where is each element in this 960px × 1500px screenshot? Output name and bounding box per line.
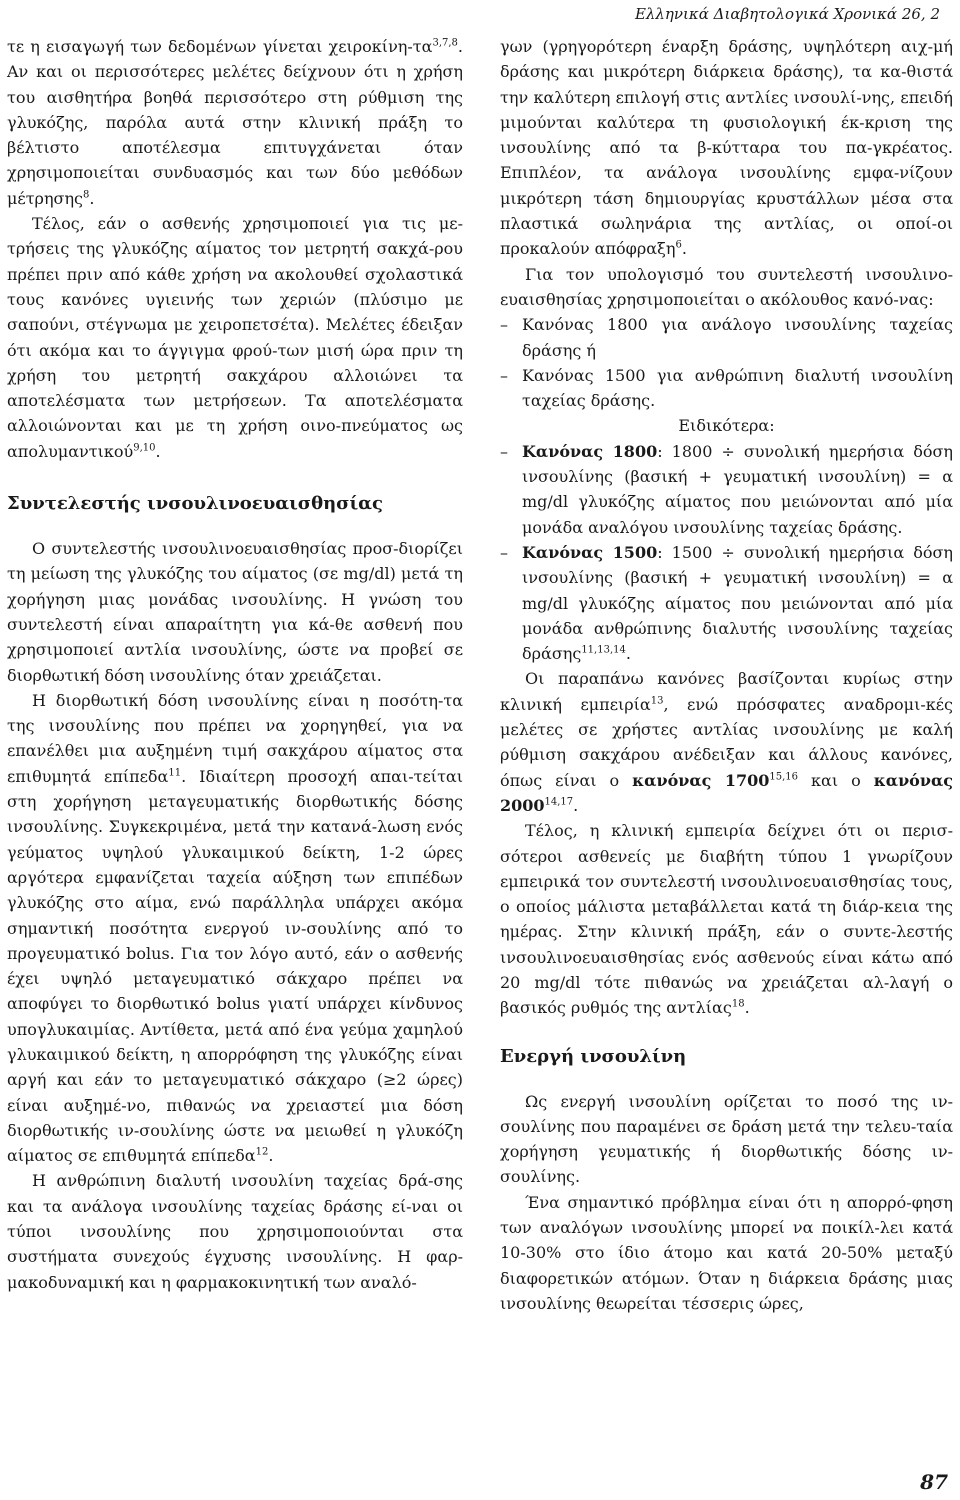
paragraph: Οι παραπάνω κανόνες βασίζονται κυρίως στην κλινική εμπειρία$^{13}$, ενώ πρόσφατες αναδρομι-κές μελέτες σε χρήστες αντλίας ινσουλίνης με καλή ρύθμιση σακχάρου ανέδειξαν και άλλους κανόνες, όπως είναι ο κανόνας 1700$^{15,16}$ και ο κανόνας 2000$^{14,17}$. <box>500 669 953 815</box>
citation: 14,17 <box>544 796 574 808</box>
rule-detail-list <box>500 439 953 667</box>
list-item: – Κανόνας 1500: 1500 ÷ συνολική ημερήσια δόση ινσουλίνης (βασική + γευματική ινσουλίνη) = α mg/dl γλυκόζης αίματος που μειώνονται από μία μονάδα ανθρώπινης διαλυτής ινσουλίνης ταχείας δράσης$^{11,13,14}$. <box>500 542 954 664</box>
left-column <box>7 34 463 1295</box>
right-column <box>500 34 953 1316</box>
rule-list <box>500 312 953 413</box>
list-item: – Κανόνας 1800: 1800 ÷ συνολική ημερήσια δόση ινσουλίνης (βασική + γευματική ινσουλίνη) = α mg/dl γλυκόζης αίματος που μειώνονται από μία μονάδα αναλόγου ινσουλίνης ταχείας δράσης. <box>500 441 954 537</box>
citation: 18 <box>731 998 745 1010</box>
list-item: – Κανόνας 1800 για ανάλογο ινσουλίνης ταχείας δράσης ή <box>500 315 953 360</box>
journal-running-head: Ελληνικά Διαβητολογικά Χρονικά 26, 2 <box>634 5 940 23</box>
citation: 9,10 <box>133 442 156 454</box>
paragraph: Τέλος, εάν ο ασθενής χρησιμοποιεί για τις με-τρήσεις της γλυκόζης αίματος τον μετρητή σακχά-ρου πρέπει πριν από κάθε χρήση να ακολουθεί σχολαστικά τους κανόνες υγιεινής των χεριών (πλύσιμο με σαπούνι, στέγνωμα με χειροπετσέτα). Μελέτες έδειξαν ότι ακόμα και το άγγιγμα φρού-των μισή ώρα πριν τη χρήση του μετρητή σακχάρου αλλοιώνει τα αποτελέσματα των μετρήσεων. Τα αποτελέσματα αλλοιώνονται και με τη χρήση οινο-πνεύματος ως απολυμαντικού$^{9,10}$. <box>7 214 463 461</box>
section-heading-sensitivity-factor: Συντελεστής ινσουλινοευαισθησίας <box>7 493 383 515</box>
paragraph: Τέλος, η κλινική εμπειρία δείχνει ότι οι περισ-σότεροι ασθενείς με διαβήτη τύπου 1 γνωρίζουν εμπειρικά τον συντελεστή ινσουλινοευαισθησίας τους, ο οποίος μάλιστα μεταβάλλεται κατά τη διάρ-κεια της ημέρας. Στην κλινική πράξη, εάν ο συντε-λεστής ινσουλινοευαισθησίας ενός ασθενούς είναι κάτω από 20 mg/dl τότε πιθανώς να χρειάζεται αλ-λαγή ο βασικός ρυθμός της αντλίας$^{18}$. <box>500 821 953 1018</box>
citation: 8 <box>83 189 90 201</box>
citation: 15,16 <box>769 771 799 783</box>
paragraph: Για τον υπολογισμό του συντελεστή ινσουλινο-ευαισθησίας χρησιμοποιείται ο ακόλουθος κανό-νας: <box>500 264 953 309</box>
rule-label: Κανόνας 1800 <box>522 441 658 461</box>
paragraph: Ως ενεργή ινσουλίνη ορίζεται το ποσό της ιν-σουλίνης που παραμένει σε δράση μετά την τελευ-ταία χορήγηση γευματικής ή διορθωτικής δόσης ιν-σουλίνης. <box>500 1091 953 1187</box>
paragraph: Η ανθρώπινη διαλυτή ινσουλίνη ταχείας δρά-σης και τα ανάλογα ινσουλίνης ταχείας δράσης εί-ναι οι τύποι ινσουλίνης που χρησιμοποιούνται στα συστήματα συνεχούς έγχυσης ινσουλίνης. Η φαρ-μακοδυναμική και η φαρμακοκινητική των αναλό- <box>7 1171 463 1292</box>
page-number: 87 <box>920 1470 948 1494</box>
paragraph: Η διορθωτική δόση ινσουλίνης είναι η ποσότη-τα της ινσουλίνης που πρέπει να χορηγηθεί, για να επανέλθει μια αυξημένη τιμή σακχάρου αίματος στα επιθυμητά επίπεδα$^{11}$. Ιδιαίτερη προσοχή απαι-τείται στη χορήγηση μεταγευματικής διορθωτικής δόσης ινσουλίνης. Συγκεκριμένα, μετά την κατανά-λωση ενός γεύματος υψηλού γλυκαιμικού δείκτη, 1-2 ώρες αργότερα εμφανίζεται ταχεία αύξηση των επιπέδων γλυκόζης στο αίμα, ενώ παράλληλα υπάρχει ακόμα σημαντική ποσότητα ενεργού ιν-σουλίνης από το προγευματικό bolus. Για τον λόγο αυτό, εάν ο ασθενής έχει υψηλό μεταγευματικό σάκχαρο πρέπει να αποφύγει το διορθωτικό bolus γιατί υπάρχει κίνδυνος υπογλυκαιμίας. Αντίθετα, μετά από ένα γεύμα χαμηλού γλυκαιμικού δείκτη, η απορρόφηση της γλυκόζης είναι αργή και εάν το μεταγευματικό σάκχαρο (≥2 ώρες) είναι αυξημέ-νο, πιθανώς να χρειαστεί μια δόση διορθωτικής ιν-σουλίνης ώστε να μειωθεί η γλυκόζη αίματος σε επιθυμητά επίπεδα$^{12}$. <box>7 690 464 1166</box>
paragraph: Ο συντελεστής ινσουλινοευαισθησίας προσ-διορίζει τη μείωση της γλυκόζης του αίματος (σε mg/dl) μετά τη χορήγηση μιας μονάδας ινσουλίνης. Η γνώση του συντελεστή είναι απαραίτητη για κά-θε ασθενή που χρησιμοποιεί αντλία ινσουλίνης, ώστε να προβεί σε διορθωτική δόση ινσουλίνης όταν χρειάζεται. <box>7 539 463 685</box>
paragraph: τε η εισαγωγή των δεδομένων γίνεται χειροκίνη-τα$^{3,7,8}$. Αν και οι περισσότερες μελέτες δείχνουν ότι η χρήση του αισθητήρα βοηθά περισσότερο στη ρύθμιση της γλυκόζης, παρόλα αυτά στην κλινική πράξη το βέλτιστο αποτέλεσμα επιτυγχάνεται όταν χρησιμοποιείται συνδυασμός και των δύο μεθόδων μέτρησης$^8$. <box>7 37 463 208</box>
citation: 13 <box>650 695 664 707</box>
specifically-label: Ειδικότερα: <box>678 416 775 436</box>
paragraph: Ένα σημαντικό πρόβλημα είναι ότι η απορρό-φηση των αναλόγων ινσουλίνης μπορεί να ποικίλ-λει κατά 10-30% στο ίδιο άτομο και κατά 20-50% μεταξύ διαφορετικών ατόμων. Όταν η διάρκεια δράσης μιας ινσουλίνης θεωρείται τέσσερις ώρες, <box>500 1192 953 1313</box>
paragraph: γων (γρηγορότερη έναρξη δράσης, υψηλότερη αιχ-μή δράσης και μικρότερη διάρκεια δράσης), τα κα-θιστά την καλύτερη επιλογή στις αντλίες ινσουλί-νης, επειδή μιμούνται καλύτερα τη φυσιολογική έκ-κριση της ινσουλίνης από τα β-κύτταρα του πα-γκρέατος. Επιπλέον, τα ανάλογα ινσουλίνης εμφα-νίζουν μικρότερη τάση δημιουργίας κρυστάλλων μέσα στα πλαστικά σωληνάρια της αντλίας, οι οποί-οι προκαλούν απόφραξη$^6$. <box>500 37 953 259</box>
citation: 6 <box>675 240 682 252</box>
citation: 12 <box>255 1146 269 1158</box>
section-heading-active-insulin: Ενεργή ινσουλίνη <box>500 1045 687 1067</box>
citation: 11,13,14 <box>581 644 626 656</box>
citation: 11 <box>168 767 182 779</box>
list-item: – Κανόνας 1500 για ανθρώπινη διαλυτή ινσουλίνη ταχείας δράσης. <box>500 365 953 411</box>
rule-label: Κανόνας 1500 <box>522 542 658 562</box>
citation: 3,7,8 <box>432 37 458 49</box>
